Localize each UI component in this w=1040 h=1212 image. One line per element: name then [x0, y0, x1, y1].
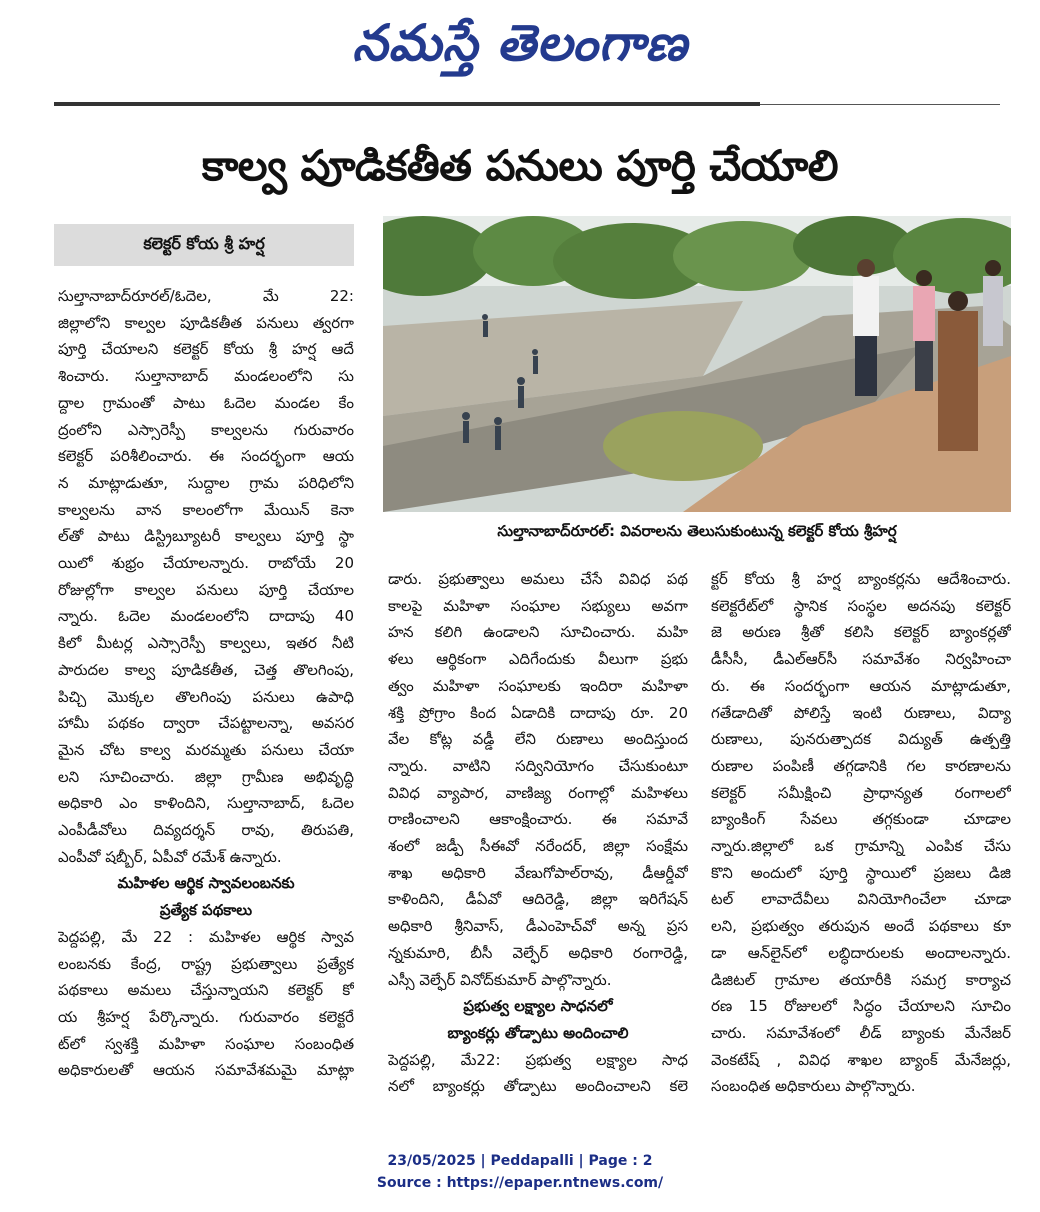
section-heading-line: ప్రత్యేక పథకాలు [159, 901, 253, 920]
text-line: కాలపై మహిళా సంఘాల సభ్యులు అవగా [388, 596, 688, 615]
text-line: నలో బ్యాంకర్లు తోడ్పాటు అందించాలని కలె [388, 1077, 688, 1096]
column-1-body [58, 283, 354, 870]
text-line: పిచ్చి మొక్కల తొలగింపు పనులు ఉపాధి [58, 687, 354, 706]
footer-date-page: 23/05/2025 | Peddapalli | Page : 2 [387, 1153, 653, 1169]
text-line: జిల్లాలోని కాల్వల పూడికతీత పనులు త్వరగా [58, 313, 354, 332]
text-line: కలెక్టర్ సమీక్షించి ప్రాధాన్యత రంగాలలో [711, 783, 1011, 802]
text-line: ఎంపీవో షబ్బీర్, ఏపీవో రమేశ్ ఉన్నారు. [58, 847, 282, 866]
text-line: ద్రంలోని ఎస్సారెస్పీ కాల్వలను గురువారం [58, 420, 354, 439]
section-heading-bankers [388, 993, 688, 1046]
headline: కాల్వ పూడికతీత పనులు పూర్తి చేయాలి [201, 141, 839, 190]
column-1b-body [58, 924, 354, 1084]
text-line: పూర్తి చేయాలని కలెక్టర్ కోయ శ్రీ హర్ష ఆదే [58, 340, 354, 359]
text-line: శక్తి ప్రోగ్రాం కింద ఏడాదికి దాదాపు రూ. 20 [388, 703, 688, 722]
text-line: హన కలిగి ఉండాలని సూచించారు. మహి [388, 623, 688, 642]
text-line: న్నారు. ఓదెల మండలంలోని దాదాపు 40 [58, 607, 354, 626]
text-line: మైన చోట కాల్వ మరమ్మతు పనులు చేయా [58, 740, 354, 759]
text-line: కాళిందిని, డీఏవో ఆదిరెడ్డి, జిల్లా ఇరిగేషన్ [388, 890, 688, 909]
text-line: జె అరుణ శ్రీతో కలిసి కలెక్టర్ బ్యాంకర్లతో [711, 623, 1011, 642]
text-line: ఎంపీడీవోలు దివ్యదర్శన్ రావు, తిరుపతి, [58, 821, 354, 840]
column-2-body [388, 566, 688, 993]
text-line: గతేడాదితో పోలిస్తే ఇంటి రుణాలు, విద్యా [711, 703, 1011, 722]
text-line: అధికారులతో ఆయన సమావేశమమై మాట్లా [58, 1061, 354, 1080]
text-line: రణ 15 రోజులలో సిద్ధం చేయాలని సూచిం [711, 997, 1011, 1016]
text-line: కిలో మీటర్ల ఎస్సారెస్పీ కాల్వలు, ఇతర నీటి [58, 634, 354, 653]
text-line: న మాట్లాడుతూ, సుద్దాల గ్రామ పరిధిలోని [58, 473, 354, 492]
text-line: అధికారి శ్రీనివాస్, డీఎంహెచ్‌వో అన్న ప్రస [388, 917, 688, 936]
subhead-text: కలెక్టర్ కోయ శ్రీ హర్ష [143, 233, 265, 253]
column-3-body [711, 566, 1011, 1100]
text-line: రు. ఈ సందర్భంగా ఆయన మాట్లాడుతూ, [711, 676, 1011, 695]
text-line: పెద్దపల్లి, మే 22 : మహిళల ఆర్థిక స్వావ [58, 927, 354, 946]
footer [0, 1150, 1040, 1194]
column-2b-body [388, 1047, 688, 1100]
text-line: ఎస్సీ వెల్ఫేర్ వినోద్‌కుమార్ పాల్గొన్నారు. [388, 970, 612, 989]
article-column-2 [388, 566, 688, 1100]
text-line: లని, ప్రభుత్వం తరుపున అందే పథకాలు కూ [711, 917, 1011, 936]
article-column-1 [58, 283, 354, 1084]
text-line: చారు. సమావేశంలో లీడ్ బ్యాంకు మేనేజర్ [711, 1023, 1011, 1042]
text-line: డా ఆన్‌లైన్‌లో లబ్ధిదారులకు అందాలన్నారు. [711, 943, 1011, 962]
subhead-box [54, 224, 354, 266]
section-heading-line: ప్రభుత్వ లక్ష్యాల సాధనలో [463, 997, 613, 1016]
text-line: రోజుల్లోగా కాల్వల పనులు పూర్తి చేయాల [58, 580, 354, 599]
text-line: అధికారి ఎం కాళిందిని, సుల్తానాబాద్, ఓదెల [58, 794, 354, 813]
text-line: శాఖ అధికారి వేణుగోపాల్‌రావు, డీఆర్డీవో [388, 863, 688, 882]
photo-caption: సుల్తానాబాద్‌రూరల్: వివరాలను తెలుసుకుంటున్న కలెక్టర్ కోయ శ్రీహర్ష [497, 522, 897, 540]
text-line: లంబనకు కేంద్ర, రాష్ట్ర ప్రభుత్వాలు ప్రత్యేక [58, 954, 354, 973]
masthead-logo: నమస్తే తెలంగాణ [352, 14, 688, 72]
footer-source: Source : https://epaper.ntnews.com/ [376, 1175, 664, 1191]
text-line: ట్‌లో స్వశక్తి మహిళా సంఘాల సంబంధిత [58, 1034, 354, 1053]
divider-thick [54, 102, 760, 106]
text-line: యిలో శుభ్రం చేయాలన్నారు. రాబోయే 20 [58, 554, 354, 573]
news-photo [383, 216, 1011, 512]
text-line: న్నారు. వాటిని సద్వినియోగం చేసుకుంటూ [388, 756, 688, 775]
text-line: య శ్రీహర్ష పేర్కొన్నారు. గురువారం కలెక్టరే [58, 1007, 354, 1026]
text-line: రాణించాలని ఆకాంక్షించారు. ఈ సమావే [388, 810, 688, 829]
text-line: కలెక్టర్ పరిశీలించారు. ఈ సందర్భంగా ఆయ [58, 447, 354, 466]
text-line: కలెక్టరేట్‌లో స్థానిక సంస్థల అదనపు కలెక్టర్ [711, 596, 1011, 615]
section-heading-line: బ్యాంకర్లు తోడ్పాటు అందించాలి [447, 1023, 629, 1042]
text-line: ళలు ఆర్థికంగా ఎదిగేందుకు వీలుగా ప్రభు [388, 650, 688, 669]
section-heading-line: మహిళల ఆర్థిక స్వావలంబనకు [117, 874, 295, 893]
text-line: కొని అందులో పూర్తి స్థాయిలో ప్రజలు డిజి [711, 863, 1011, 882]
text-line: త్వం మహిళా సంఘాలకు ఇందిరా మహిళా [388, 676, 688, 695]
text-line: సుల్తానాబాద్‌రూరల్/ఓదెల, మే 22: [58, 287, 354, 305]
text-line: న్నకుమారి, బీసీ వెల్ఫేర్ అధికారి రంగారెడ్డి, [388, 943, 688, 962]
text-line: లని సూచించారు. జిల్లా గ్రామీణ అభివృద్ధి [58, 767, 354, 786]
text-line: టల్ లావాదేవీలు వినియోగించేలా చూడా [711, 890, 1011, 909]
text-line: పారుదల కాల్వ పూడికతీత, చెత్త తొలగింపు, [58, 660, 354, 679]
text-line: శించారు. సుల్తానాబాద్ మండలంలోని సు [58, 367, 354, 386]
text-line: పథకాలు అమలు చేస్తున్నాయని కలెక్టర్ కో [58, 981, 354, 1000]
text-line: పెద్దపల్లి, మే22: ప్రభుత్వ లక్ష్యాల సాధ [388, 1050, 688, 1069]
text-line: డారు. ప్రభుత్వాలు అమలు చేసే వివిధ పథ [388, 570, 688, 588]
text-line: రుణాల పంపిణీ తగ్గడానికి గల కారణాలను [711, 756, 1011, 775]
text-line: న్నారు.జిల్లాలో ఒక గ్రామాన్ని ఎంపిక చేసు [711, 837, 1011, 856]
text-line: వెంకటేష్ , వివిధ శాఖల బ్యాంక్ మేనేజర్లు, [711, 1050, 1011, 1069]
text-line: డీసీసీ, డీఎల్‌ఆర్‌సీ సమావేశం నిర్వహించా [711, 650, 1011, 669]
text-line: సంబంధిత అధికారులు పాల్గొన్నారు. [711, 1077, 916, 1096]
text-line: వివిధ వ్యాపార, వాణిజ్య రంగాల్లో మహిళలు [388, 783, 688, 802]
text-line: బ్యాంకింగ్ సేవలు తగ్గకుండా చూడాల [711, 810, 1011, 829]
divider-thin [760, 104, 1000, 105]
text-line: హామీ పథకం ద్వారా చేపట్టాలన్నా, అవసర [58, 714, 354, 733]
text-line: రుణాలు, పునరుత్పాదక విద్యుత్ ఉత్పత్తి [711, 730, 1011, 749]
text-line: ల్‌తో పాటు డిస్ట్రిబ్యూటరీ కాల్వలు పూర్తి స్థా [58, 527, 354, 546]
text-line: కాల్వలను వాన కాలంలోగా మేయిన్ కెనా [58, 500, 354, 519]
text-line: వేల కోట్ల వడ్డీ లేని రుణాలు అందిస్తుంద [388, 730, 688, 749]
section-heading-women [58, 870, 354, 923]
text-line: శంలో జడ్పీ సీఈవో నరేందర్, జిల్లా సంక్షేమ [388, 837, 688, 856]
text-line: డిజిటల్ గ్రామాల తయారీకి సమగ్ర కార్యాచ [711, 970, 1011, 989]
text-line: ద్దాల గ్రామంతో పాటు ఓదెల మండల కేం [58, 393, 354, 412]
article-column-3 [711, 566, 1011, 1100]
text-line: క్టర్ కోయ శ్రీ హర్ష బ్యాంకర్లను ఆదేశించారు. [711, 570, 1011, 588]
